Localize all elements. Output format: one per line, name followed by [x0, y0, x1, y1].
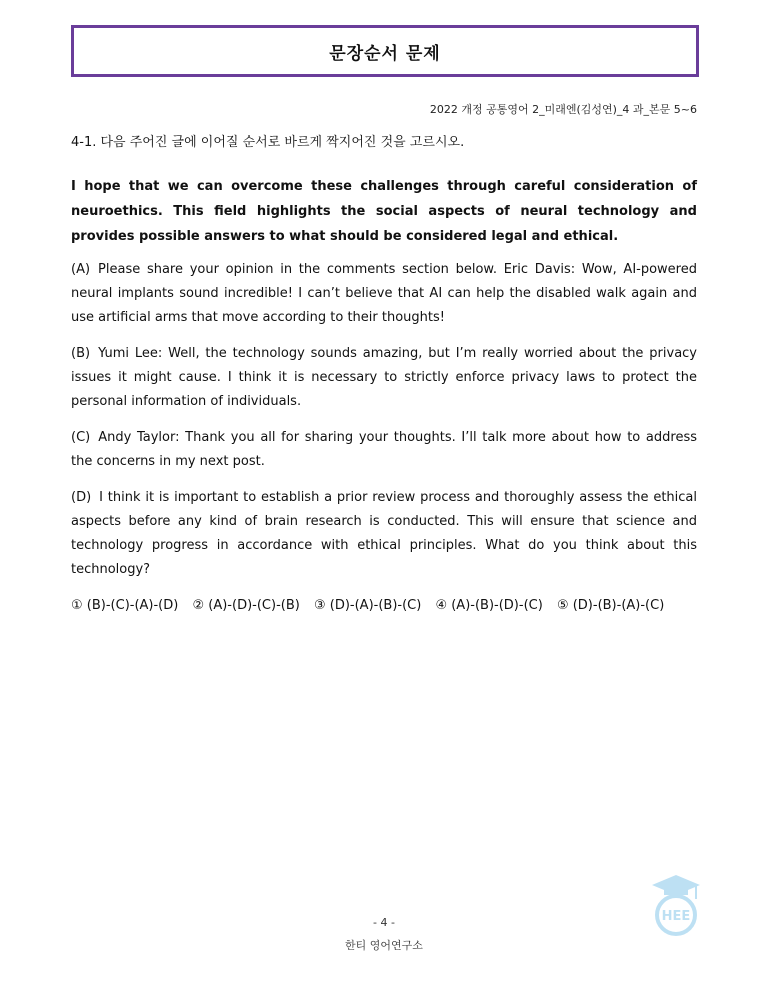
paragraph-text: Andy Taylor: Thank you all for sharing your thoughts. I’ll talk more about how to address the concerns in my next post.	[71, 430, 697, 469]
intro-passage: I hope that we can overcome these challenges through careful consideration of neuroethics. This field highlights the social aspects of neural technology and provides possible answers to what should be considered legal and ethical.	[71, 179, 697, 244]
paragraph-text: Yumi Lee: Well, the technology sounds amazing, but I’m really worried about the privacy issues it might cause. I think it is necessary to strictly enforce privacy laws to protect the personal information of individuals.	[71, 346, 697, 409]
source-label: 2022 개정 공통영어 2_미래엔(김성연)_4 과_본문 5~6	[429, 103, 697, 116]
paragraph-text: Please share your opinion in the comments section below. Eric Davis: Wow, AI-powered neural implants sound incredible! I can’t believe that AI can help the disabled walk again and use artificial arms that move according to their thoughts!	[71, 262, 697, 325]
paragraph-c	[71, 426, 697, 474]
paragraph-d	[71, 486, 697, 582]
choice-1[interactable]: ① (B)-(C)-(A)-(D)	[71, 598, 179, 613]
footer-institute: 한티 영어연구소	[345, 939, 423, 952]
answer-choices	[71, 594, 697, 618]
paragraph-label: (D)	[71, 490, 92, 505]
page-number: - 4 -	[373, 916, 395, 929]
logo-text: HEE	[661, 909, 691, 924]
paragraph-label: (C)	[71, 430, 91, 445]
question-text: 4-1. 다음 주어진 글에 이어질 순서로 바르게 짝지어진 것을 고르시오.	[71, 135, 465, 150]
title-box	[71, 25, 699, 77]
choice-3[interactable]: ③ (D)-(A)-(B)-(C)	[313, 598, 422, 613]
choice-2[interactable]: ② (A)-(D)-(C)-(B)	[192, 598, 300, 613]
paragraph-label: (A)	[71, 262, 91, 277]
paragraph-text: I think it is important to establish a prior review process and thoroughly assess the ethical aspects before any kind of brain research is conducted. This will ensure that science and technology progress in accordance with ethical principles. What do you think about this technology?	[71, 490, 697, 577]
question-content	[71, 132, 697, 618]
paragraph-b	[71, 342, 697, 414]
page-title: 문장순서 문제	[329, 43, 441, 64]
paragraph-label: (B)	[71, 346, 91, 361]
choice-4[interactable]: ④ (A)-(B)-(D)-(C)	[435, 598, 543, 613]
choice-5[interactable]: ⑤ (D)-(B)-(A)-(C)	[556, 598, 665, 613]
paragraph-a	[71, 258, 697, 330]
